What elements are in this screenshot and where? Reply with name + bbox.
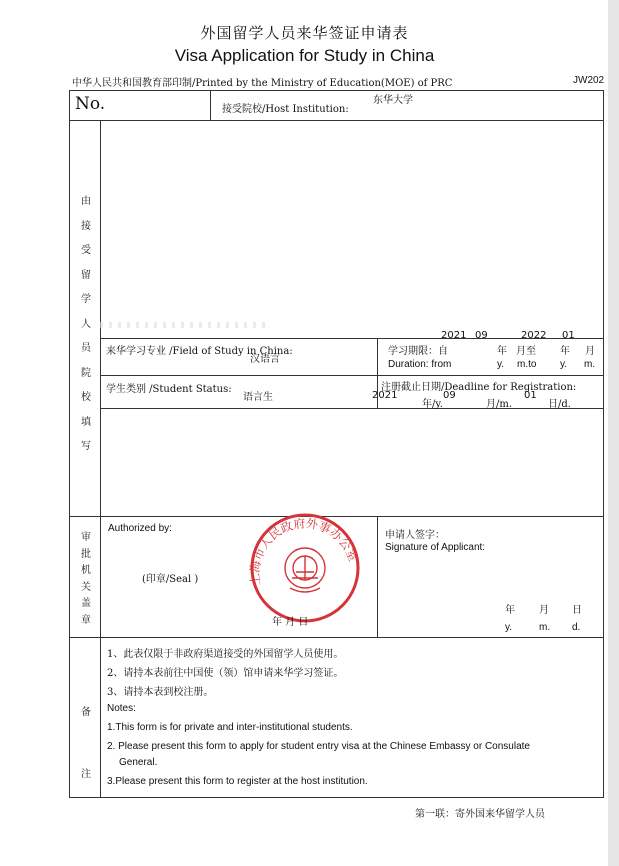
institution-label: 接受院校/Host Institution: [222,104,349,115]
m-label: m. [584,359,596,370]
deadline-label: 注册截止日期/Deadline for Registration: [381,382,577,393]
month-cn: 月 [585,346,595,357]
date-month-en: m. [539,622,551,633]
deadline-month: 09 [443,390,456,401]
note-en-1: 1.This form is for private and inter-institutional students. [107,722,353,733]
seal-text: 上海市人民政府外事办公室 [247,516,361,587]
remarks-label: 备 注 [81,707,91,780]
student-status-value: 语言生 [243,392,273,403]
official-seal [240,508,370,628]
rule-no-divider [210,90,211,120]
y-label: y. [497,359,505,370]
printed-by: 中华人民共和国教育部印制/Printed by the Ministry of Education(MOE) of PRC [72,78,453,89]
date-year-cn: 年 [505,605,515,616]
rule-applicant-divider [377,516,378,637]
rule-status-bottom [100,408,604,409]
deadline-month-unit: 月/m. [486,399,513,410]
m-to-label: m.to [517,359,537,370]
host-fill-label: 由 接 受 留 学 人 员 院 校 填 写 [81,196,91,452]
approval-label: 审 批 机 关 盖 章 [81,532,91,626]
seal-date: 年 月 日 [272,617,309,628]
seal-emblem [285,548,325,592]
note-cn-3: 3、请持本表到校注册。 [107,687,214,698]
duration-label-cn: 学习期限：自 [388,346,448,357]
year-cn-2: 年 [560,346,570,357]
rule-status [100,375,604,376]
page-edge [608,0,619,866]
date-month-cn: 月 [539,605,549,616]
number-label: No. [75,94,106,114]
applicant-signature-label-cn: 申请人签字： [385,530,445,541]
duration-from-year: 2021 [441,330,467,341]
student-status-label: 学生类别 /Student Status: [106,384,232,395]
deadline-day: 01 [524,390,537,401]
institution-value: 东华大学 [373,95,413,106]
field-of-study-value: 汉语言 [250,354,280,365]
note-cn-2: 2、请持本表前往中国使（领）馆申请来华学习签证。 [107,668,344,679]
deadline-year: 2021 [372,390,398,401]
footer-copy-label: 第一联：寄外国来华留学人员 [415,809,545,820]
notes-title: Notes: [107,703,136,714]
duration-label-en: Duration: from [388,359,452,370]
applicant-signature-label-en: Signature of Applicant: [385,542,486,553]
note-en-2-cont: General. [119,757,158,768]
seal-label: (印章/Seal ) [142,574,199,585]
duration-to-year: 2022 [521,330,547,341]
title-english: Visa Application for Study in China [174,46,435,65]
authorized-by-label: Authorized by: [108,523,172,534]
duration-to-month: 01 [562,330,575,341]
field-of-study-label: 来华学习专业 /Field of Study in China: [106,346,293,357]
rule-top-row [69,120,604,121]
deadline-year-unit: 年/y. [422,399,443,410]
date-day-cn: 日 [572,605,582,616]
title-chinese: 外国留学人员来华签证申请表 [200,24,409,42]
rule-left-column [100,120,101,798]
note-en-2: 2. Please present this form to apply for student entry visa at the Chinese Embassy or Consulate [107,741,530,752]
redacted-area [100,322,270,328]
duration-from-month: 09 [475,330,488,341]
note-cn-1: 1、此表仅限于非政府渠道接受的外国留学人员使用。 [107,649,344,660]
y-label-2: y. [560,359,568,370]
date-day-en: d. [572,622,581,633]
date-year-en: y. [505,622,513,633]
deadline-day-unit: 日/d. [548,399,571,410]
month-to-cn: 月至 [516,346,536,357]
form-code: JW202 [573,75,605,86]
note-en-3: 3.Please present this form to register at the host institution. [107,776,368,787]
year-cn: 年 [497,346,507,357]
rule-notes [69,637,604,638]
